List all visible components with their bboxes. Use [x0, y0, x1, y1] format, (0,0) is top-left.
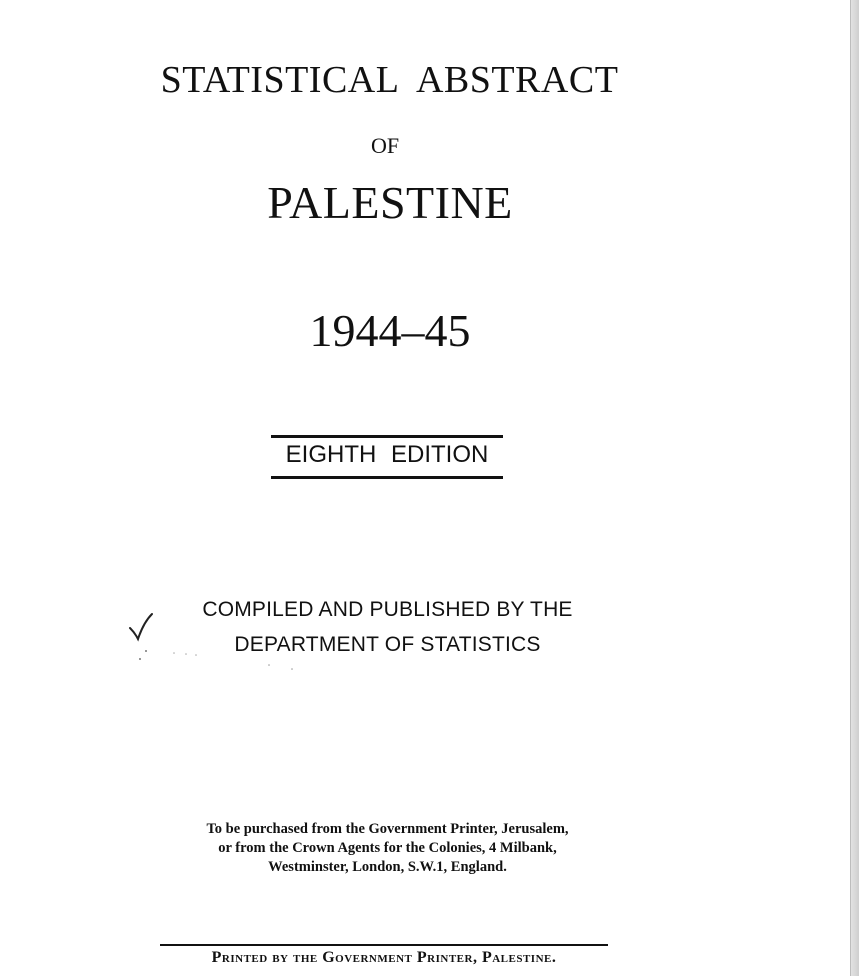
handwritten-check-mark: [128, 612, 154, 642]
purchase-notice: [160, 820, 615, 877]
title-statistical-abstract: STATISTICAL ABSTRACT: [160, 59, 619, 101]
compiled-by-line: COMPILED AND PUBLISHED BY THE: [202, 598, 573, 621]
page-edge: [850, 0, 859, 976]
printer-imprint: Printed by the Government Printer, Palestine.: [211, 949, 557, 966]
title-of: OF: [370, 133, 400, 158]
edition-label: EIGHTH EDITION: [285, 441, 489, 468]
purchase-line: Westminster, London, S.W.1, England.: [268, 859, 507, 875]
footer-rule: [160, 944, 608, 946]
department-line: DEPARTMENT OF STATISTICS: [234, 633, 541, 656]
years-heading: 1944–45: [309, 305, 471, 356]
purchase-line: To be purchased from the Government Printer, Jerusalem,: [206, 821, 569, 837]
purchase-line: or from the Crown Agents for the Colonies, 4 Milbank,: [218, 840, 557, 856]
title-palestine: PALESTINE: [267, 177, 513, 228]
